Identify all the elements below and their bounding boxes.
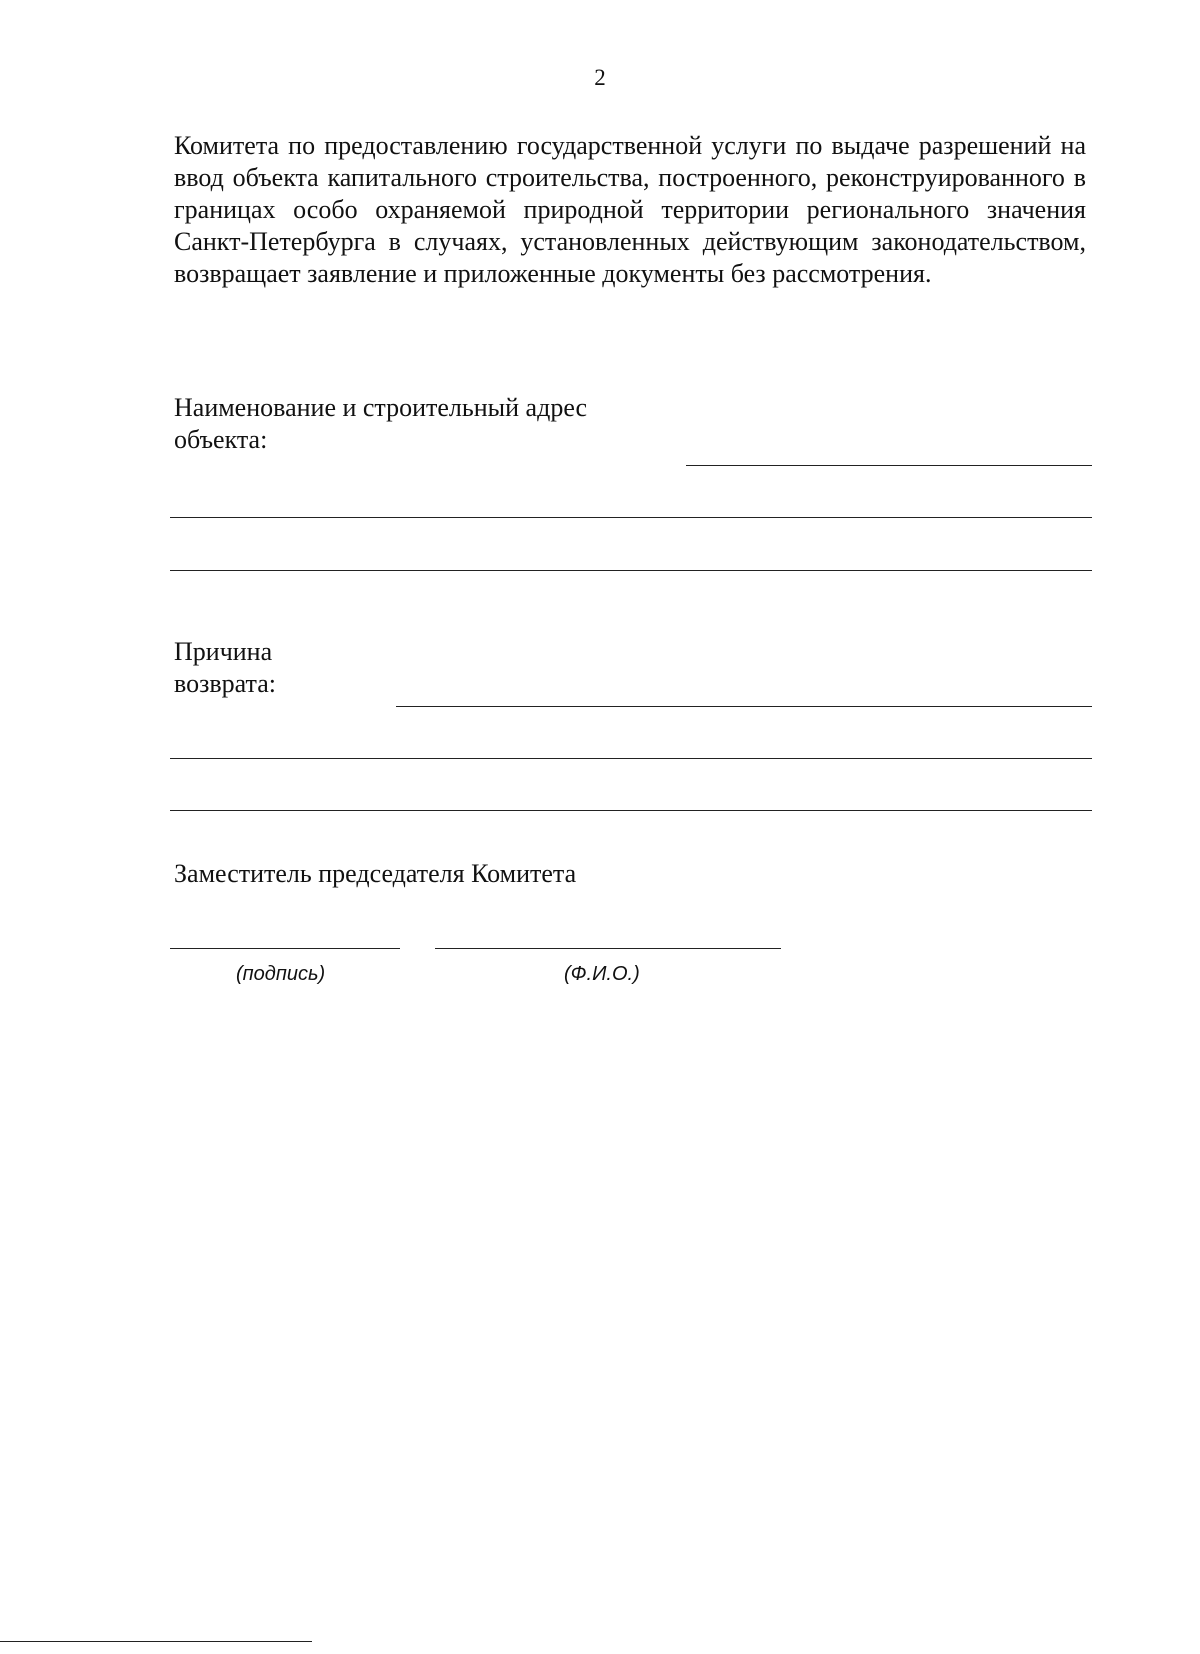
object-field-line-1[interactable] bbox=[686, 465, 1092, 466]
object-field-label bbox=[174, 392, 587, 456]
signatory-title: Заместитель председателя Комитета bbox=[174, 859, 577, 888]
reason-field-line-1[interactable] bbox=[396, 706, 1092, 707]
signature-caption: (подпись) bbox=[236, 963, 326, 985]
reason-field-line-3[interactable] bbox=[170, 810, 1092, 811]
reason-field-label-line2: возврата: bbox=[174, 669, 276, 698]
reason-field-label bbox=[174, 636, 276, 700]
object-field-label-line2: объекта: bbox=[174, 425, 268, 454]
object-field-line-2[interactable] bbox=[170, 517, 1092, 518]
page-number: 2 bbox=[594, 65, 606, 90]
reason-field-label-line1: Причина bbox=[174, 637, 273, 666]
object-field-line-3[interactable] bbox=[170, 570, 1092, 571]
name-caption: (Ф.И.О.) bbox=[564, 963, 640, 985]
signature-line[interactable] bbox=[170, 948, 400, 949]
footnote-separator bbox=[0, 1641, 312, 1642]
body-paragraph: Комитета по предоставлению государственной услуги по выдаче разрешений на ввод объекта капитального строительства, построенного, реконструированного в границах особо охраняемой природной территории регионального значения Санкт-Петербурга в случаях, установленных действующим законодательством, возвращает заявление и приложенные документы без рассмотрения. bbox=[174, 131, 1086, 288]
reason-field-line-2[interactable] bbox=[170, 758, 1092, 759]
name-line[interactable] bbox=[435, 948, 781, 949]
object-field-label-line1: Наименование и строительный адрес bbox=[174, 393, 588, 422]
